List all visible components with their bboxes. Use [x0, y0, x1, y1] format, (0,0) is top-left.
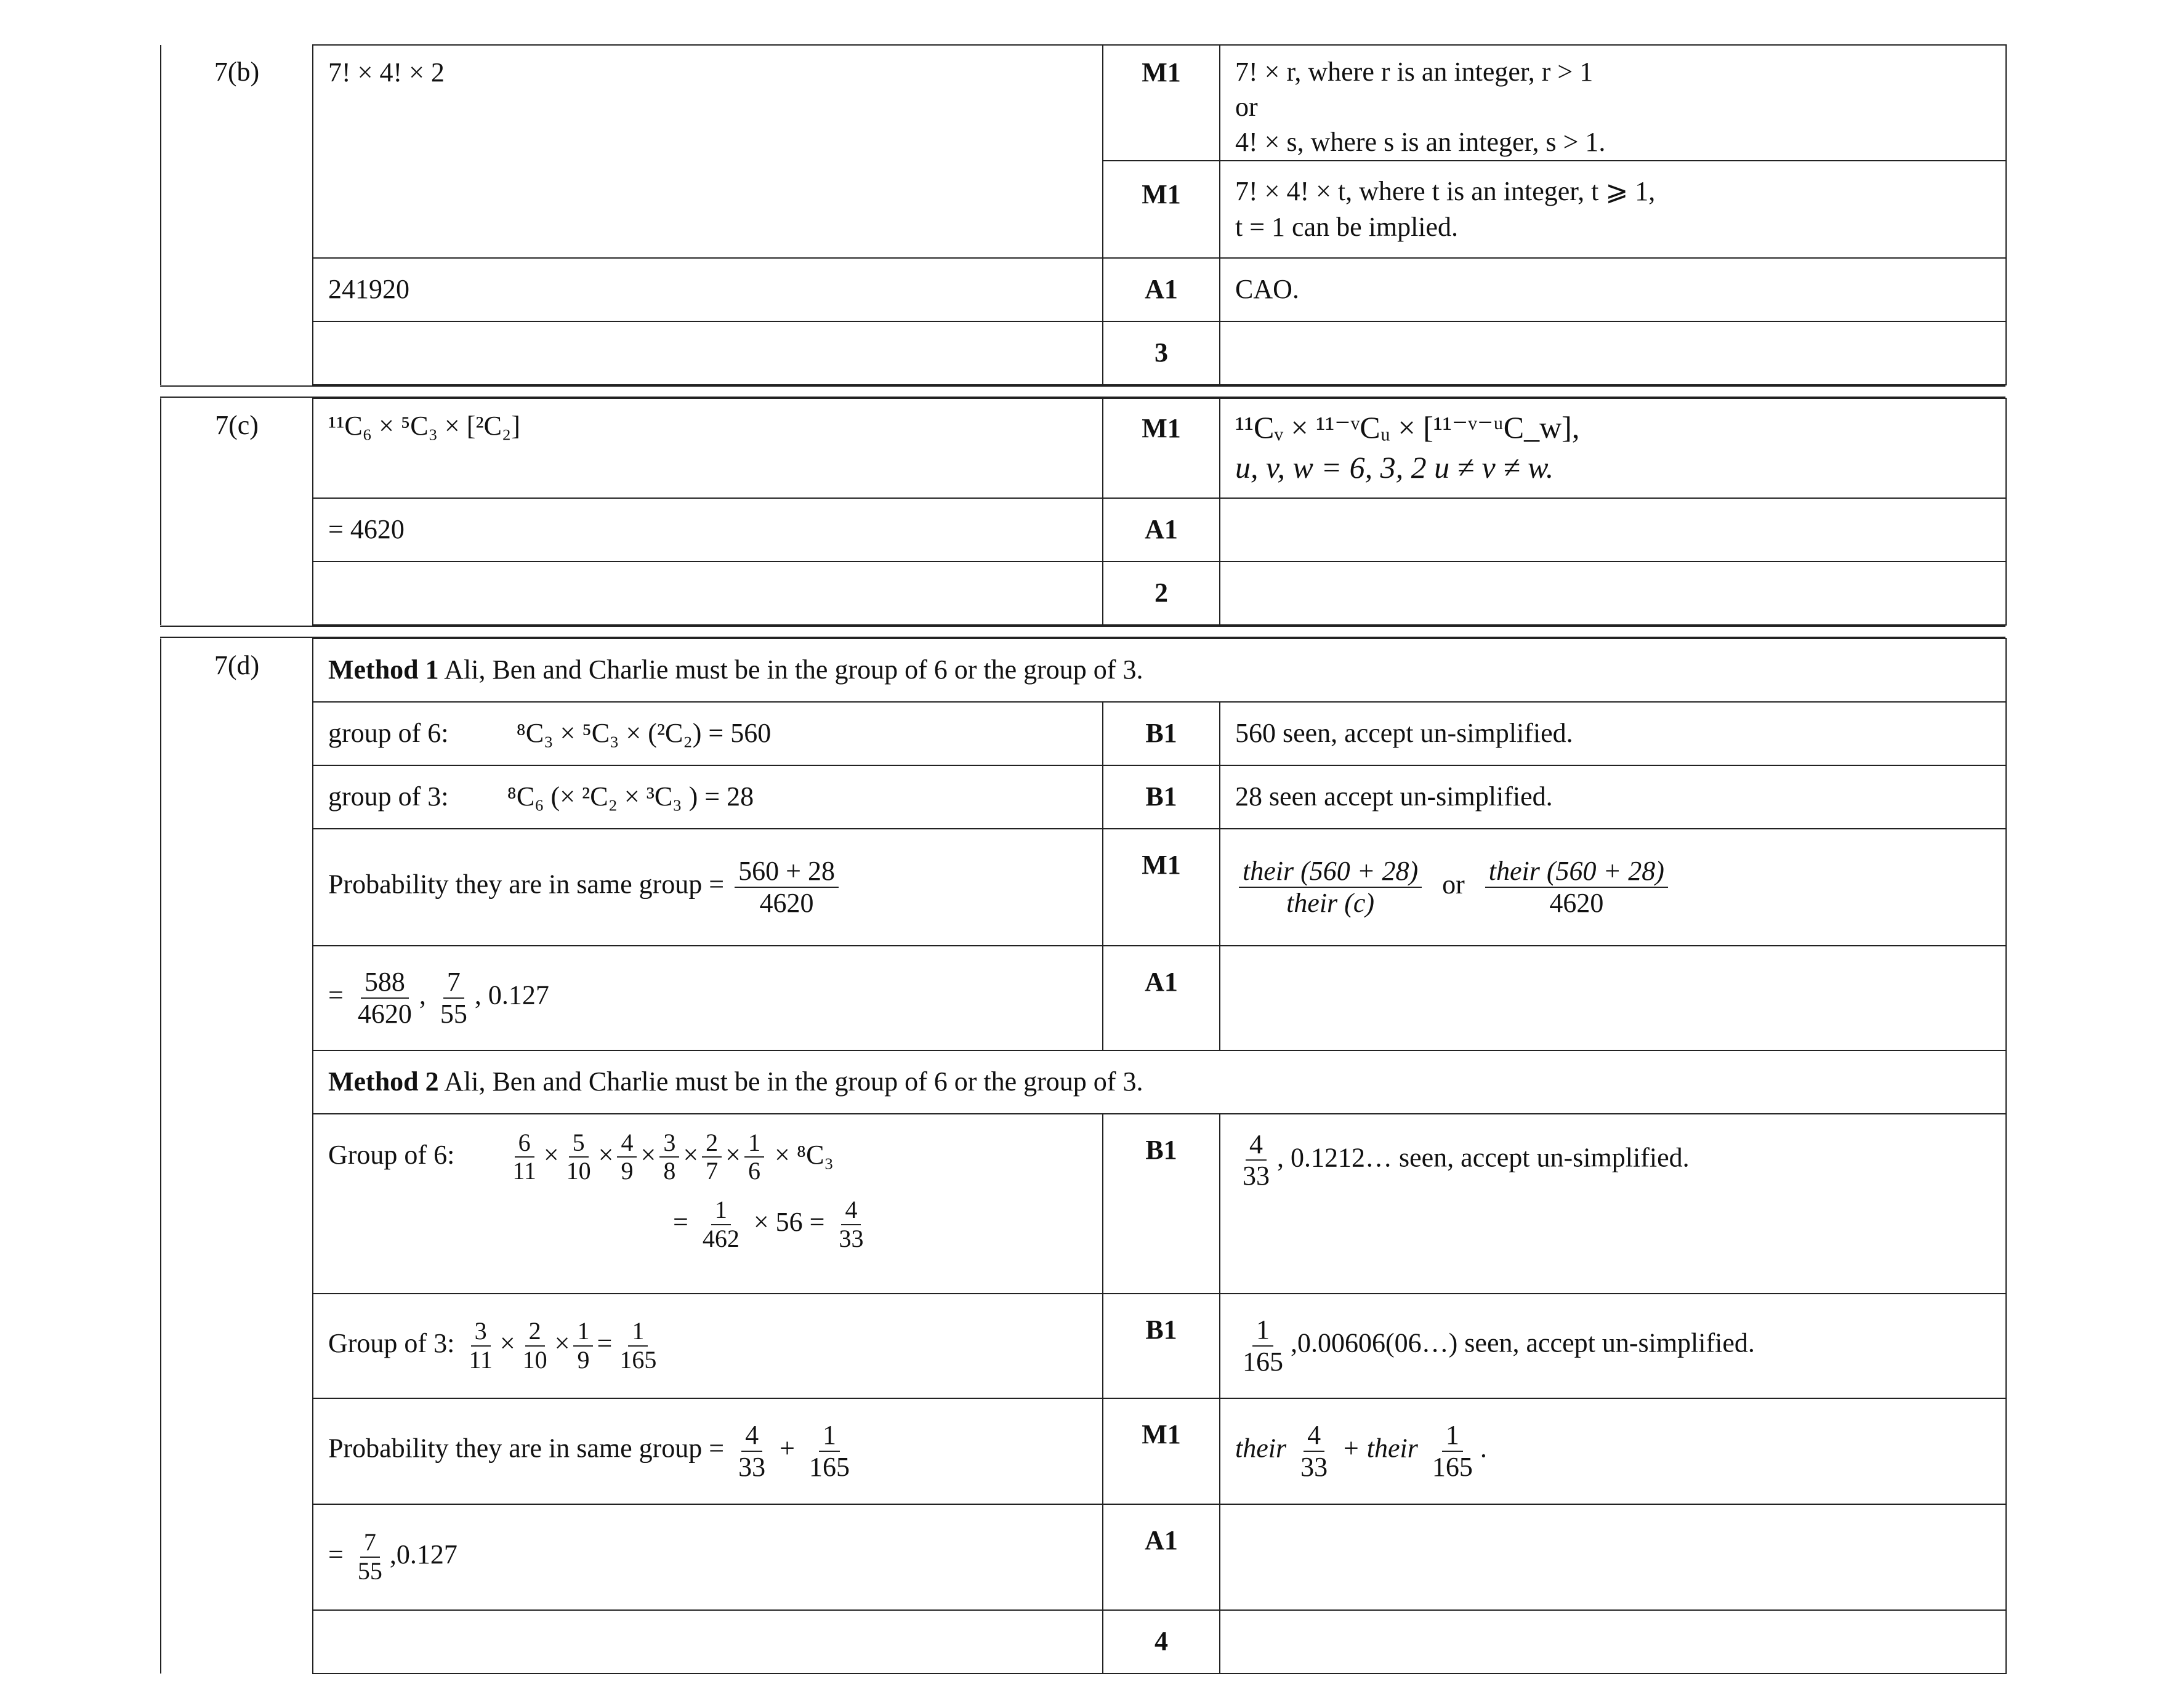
equals-sign: = [328, 980, 344, 1010]
guidance-line: ¹¹Cᵥ × ¹¹⁻ᵛCᵤ × [¹¹⁻ᵛ⁻ᵘC_w], [1235, 409, 1580, 445]
prob-text: Probability they are in same group = [328, 1433, 725, 1464]
prob-text: Probability they are in same group = [328, 869, 725, 900]
decimal: 0.127 [488, 980, 549, 1010]
their-text: their [1235, 1433, 1287, 1464]
their-text: + their [1342, 1433, 1418, 1464]
fraction: $\frac{560 + 28}{4620}$ [735, 856, 839, 918]
guidance-line: 4! × s, where s is an integer, s > 1. [1235, 127, 1606, 158]
guidance [1220, 161, 2006, 258]
working: 7! × 4! × 2 [313, 45, 1103, 258]
decimal: ,0.127 [389, 1539, 457, 1569]
row-label: Group of 6: [328, 1139, 455, 1170]
mark: M1 [1103, 829, 1220, 946]
mark: M1 [1103, 1398, 1220, 1504]
expression: × ⁸C₃ [774, 1139, 834, 1170]
working: 241920 [313, 258, 1103, 321]
fraction: $\frac{4}{33}$ [839, 1196, 864, 1252]
fraction: $\frac{\text{their (560 + 28)}}{4620}$ [1485, 856, 1668, 918]
guidance-line: 7! × r, where r is an integer, r > 1 [1235, 57, 1594, 87]
fraction: $\frac{1}{462}$ [702, 1196, 739, 1252]
question-7d-table [160, 638, 2007, 1674]
fraction: $\frac{7}{55}$ [440, 967, 467, 1029]
working: ¹¹C₆ × ⁵C₃ × [²C₂] [313, 398, 1103, 498]
guidance [1220, 45, 2006, 161]
section-divider [160, 626, 2005, 638]
row-label: group of 3: [328, 781, 449, 812]
fraction: $\frac{4}{33}$ [1300, 1420, 1328, 1482]
section-divider [160, 385, 2005, 398]
fraction: $\frac{588}{4620}$ [357, 967, 412, 1029]
mark: M1 [1103, 45, 1220, 161]
question-7c-table [160, 398, 2007, 626]
method-label: Method 2 [328, 1066, 439, 1097]
guidance [1220, 1504, 2006, 1610]
fraction: $\frac{1}{165}$ [619, 1316, 657, 1374]
fraction: $\frac{6}{11}$ [512, 1128, 536, 1185]
guidance: 560 seen, accept un-simplified. [1220, 702, 2006, 765]
mark: M1 [1103, 161, 1220, 258]
fraction: $\frac{1}{165}$ [808, 1420, 850, 1482]
guidance-text: , 0.1212… seen, accept un-simplified. [1277, 1142, 1690, 1172]
question-number: 7(b) [161, 45, 313, 385]
guidance: their $\frac{4}{33}$ + their $\frac{1}{165}$ . [1220, 1398, 2006, 1504]
guidance-line: u, v, w = 6, 3, 2 u ≠ v ≠ w. [1235, 449, 1554, 485]
mark: A1 [1103, 1504, 1220, 1610]
mark: A1 [1103, 498, 1220, 562]
mark: A1 [1103, 258, 1220, 321]
equals-sign: = [328, 1539, 344, 1569]
fraction: $\frac{4}{33}$ [738, 1420, 766, 1482]
question-number: 7(d) [161, 638, 313, 1674]
row-label: Group of 3: [328, 1327, 455, 1358]
working [313, 1504, 1103, 1610]
working: = 4620 [313, 498, 1103, 562]
fraction: $\frac{1}{165}$ [1432, 1420, 1473, 1482]
fraction: $\frac{2}{10}$ [522, 1316, 547, 1374]
plus-sign: + [780, 1433, 795, 1464]
guidance [1220, 1610, 2006, 1674]
total-marks: 3 [1103, 321, 1220, 385]
working [313, 321, 1103, 385]
guidance-line: 7! × 4! × t, where t is an integer, t ⩾ 1, [1235, 176, 1656, 207]
fraction: $\frac{1}{165}$ [1243, 1315, 1283, 1377]
fraction: $\frac{\text{their (560 + 28)}}{\text{their (c)}}$ [1239, 856, 1422, 918]
method-heading [313, 638, 2006, 702]
method-text: Ali, Ben and Charlie must be in the group of 6 or the group of 3. [438, 654, 1143, 685]
guidance-line: or [1235, 92, 1258, 123]
mark-scheme [160, 44, 2005, 1674]
expression: ⁸C₆ (× ²C₂ × ³C₃ ) = 28 [507, 781, 754, 812]
fraction: $\frac{2}{7}$ [702, 1129, 722, 1186]
fraction: $\frac{5}{10}$ [566, 1128, 591, 1185]
group6-line1: Group of 6: $\frac{6}{11}$ × $\frac{5}{10}$ × $\frac{4}{9}$ × $\frac{3}{8}$ × $\frac{2}{7}$ × $\frac{1}{6}$ × ⁸C₃ [328, 1128, 834, 1185]
mark: B1 [1103, 765, 1220, 829]
guidance: CAO. [1220, 258, 2006, 321]
guidance [1220, 1114, 2006, 1294]
guidance [1220, 829, 2006, 946]
mark: B1 [1103, 702, 1220, 765]
working [313, 1610, 1103, 1674]
working: = $\frac{588}{4620}$ , $\frac{7}{55}$ , 0.127 [313, 946, 1103, 1050]
mark: M1 [1103, 398, 1220, 498]
working [313, 1398, 1103, 1504]
row-label: group of 6: [328, 717, 449, 748]
fraction: $\frac{4}{9}$ [617, 1129, 637, 1186]
expression: × 56 = [753, 1207, 825, 1238]
fraction: $\frac{3}{8}$ [659, 1129, 679, 1186]
guidance [1220, 498, 2006, 562]
guidance [1220, 1294, 2006, 1398]
expression: ⁸C₃ × ⁵C₃ × (²C₂) = 560 [516, 717, 772, 748]
question-7b-table [160, 44, 2007, 385]
question-number: 7(c) [161, 398, 313, 625]
mark: B1 [1103, 1294, 1220, 1398]
mark: B1 [1103, 1114, 1220, 1294]
working [313, 1114, 1103, 1294]
total-marks: 2 [1103, 562, 1220, 625]
or-text: or [1442, 869, 1465, 900]
working [313, 562, 1103, 625]
guidance [1220, 946, 2006, 1050]
working [313, 702, 1103, 765]
method-text: Ali, Ben and Charlie must be in the group of 6 or the group of 3. [438, 1066, 1143, 1097]
method-heading [313, 1050, 2006, 1114]
total-marks: 4 [1103, 1610, 1220, 1674]
working [313, 829, 1103, 946]
working: Group of 3: $\frac{3}{11}$ × $\frac{2}{10}$ × $\frac{1}{9}$ = $\frac{1}{165}$ [313, 1294, 1103, 1398]
guidance [1220, 398, 2006, 498]
fraction: $\frac{4}{33}$ [1243, 1129, 1270, 1191]
fraction: $\frac{7}{55}$ [357, 1528, 382, 1585]
fraction: $\frac{3}{11}$ [469, 1316, 493, 1374]
guidance [1220, 562, 2006, 625]
guidance-line: t = 1 can be implied. [1235, 211, 1459, 242]
guidance [1220, 321, 2006, 385]
fraction: $\frac{1}{6}$ [744, 1129, 764, 1186]
guidance-text: ,0.00606(06…) seen, accept un-simplified. [1291, 1327, 1755, 1358]
method-label: Method 1 [328, 654, 439, 685]
group6-line2: = $\frac{1}{462}$ × 56 = $\frac{4}{33}$ [328, 1196, 1087, 1253]
working [313, 765, 1103, 829]
mark: A1 [1103, 946, 1220, 1050]
guidance: 28 seen accept un-simplified. [1220, 765, 2006, 829]
fraction: $\frac{1}{9}$ [573, 1318, 593, 1374]
